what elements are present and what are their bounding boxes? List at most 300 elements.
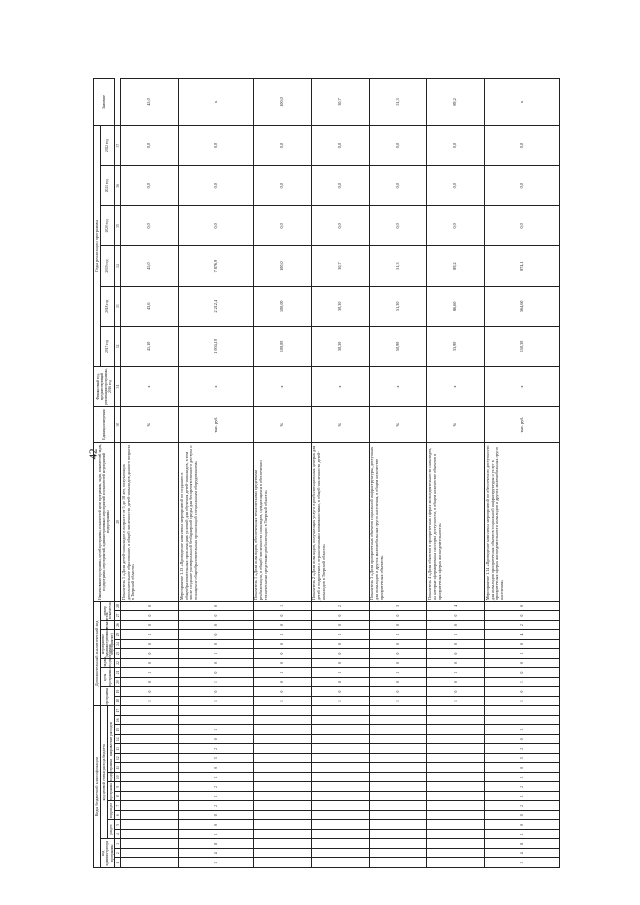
code-cell bbox=[121, 706, 179, 716]
add-col-indicator-number: номер показателя bbox=[100, 601, 114, 620]
code-cell: 1 bbox=[485, 792, 560, 802]
code-cell: 1 bbox=[121, 630, 179, 640]
base-year-cell: х bbox=[121, 366, 179, 406]
code-cell: 0 bbox=[179, 811, 254, 821]
code-cell bbox=[427, 839, 485, 849]
code-cell bbox=[311, 706, 369, 716]
code-cell bbox=[311, 716, 369, 726]
column-number: 15 bbox=[115, 725, 121, 735]
additional-code-header: Дополнительный аналитический код bbox=[94, 601, 101, 706]
code-cell bbox=[427, 801, 485, 811]
base-year-cell: х bbox=[427, 366, 485, 406]
code-cell: 0 bbox=[179, 601, 254, 611]
code-cell: 0 bbox=[179, 735, 254, 745]
year-value: 0,0 bbox=[369, 206, 427, 246]
code-cell bbox=[369, 839, 427, 849]
code-cell bbox=[427, 716, 485, 726]
column-number: 5 bbox=[115, 820, 121, 830]
code-cell: 0 bbox=[485, 735, 560, 745]
column-number: 19 bbox=[115, 687, 121, 697]
code-cell: 8 bbox=[179, 839, 254, 849]
code-cell bbox=[485, 716, 560, 726]
year-value: 89,2 bbox=[427, 246, 485, 286]
year-value: 0,0 bbox=[427, 125, 485, 165]
code-cell: 1 bbox=[369, 668, 427, 678]
code-cell: 0 bbox=[121, 639, 179, 649]
code-cell bbox=[369, 792, 427, 802]
code-cell bbox=[311, 754, 369, 764]
code-cell: 0 bbox=[311, 611, 369, 621]
code-cell: 1 bbox=[485, 696, 560, 706]
code-cell bbox=[369, 782, 427, 792]
year-2017: 2017 год bbox=[100, 326, 114, 366]
year-2018: 2018 год bbox=[100, 286, 114, 326]
code-cell bbox=[427, 792, 485, 802]
unit-cell: % bbox=[369, 407, 427, 443]
code-cell: 1 bbox=[485, 649, 560, 659]
code-cell: 2 bbox=[485, 782, 560, 792]
column-number: 4 bbox=[115, 830, 121, 840]
code-cell bbox=[253, 811, 311, 821]
year-value: 41,10 bbox=[121, 326, 179, 366]
code-cell: 3 bbox=[485, 754, 560, 764]
code-cell: 0 bbox=[179, 611, 254, 621]
year-value: 51,3 bbox=[369, 246, 427, 286]
code-cell: 1 bbox=[179, 677, 254, 687]
code-cell bbox=[427, 706, 485, 716]
code-cell bbox=[369, 725, 427, 735]
code-cell bbox=[121, 763, 179, 773]
year-value: 50,90 bbox=[369, 326, 427, 366]
unit-column-header: Единица измерения bbox=[94, 407, 115, 443]
year-value: 100,00 bbox=[253, 326, 311, 366]
code-cell: 0 bbox=[427, 677, 485, 687]
code-cell bbox=[253, 744, 311, 754]
code-cell: 0 bbox=[485, 763, 560, 773]
year-value: 0,0 bbox=[179, 166, 254, 206]
code-cell bbox=[427, 744, 485, 754]
code-cell bbox=[369, 735, 427, 745]
code-cell bbox=[311, 830, 369, 840]
code-cell: 1 bbox=[179, 773, 254, 783]
code-cell: 4 bbox=[427, 601, 485, 611]
column-number: 2 bbox=[115, 849, 121, 859]
code-cell: 0 bbox=[179, 639, 254, 649]
final-value: х bbox=[179, 79, 254, 126]
code-cell bbox=[121, 830, 179, 840]
code-cell: 1 bbox=[253, 696, 311, 706]
column-number: 6 bbox=[115, 811, 121, 821]
code-cell bbox=[427, 735, 485, 745]
column-number: 23 bbox=[115, 649, 121, 659]
code-cell bbox=[253, 820, 311, 830]
code-cell: 0 bbox=[179, 658, 254, 668]
code-cell bbox=[369, 716, 427, 726]
code-cell bbox=[179, 706, 254, 716]
code-cell: 1 bbox=[121, 696, 179, 706]
code-cell: 0 bbox=[179, 668, 254, 678]
table-row bbox=[253, 79, 311, 868]
final-value: 45,0 bbox=[121, 79, 179, 126]
year-2022: 2022 год bbox=[100, 125, 114, 165]
code-cell bbox=[121, 858, 179, 868]
code-cell bbox=[369, 820, 427, 830]
code-cell: 0 bbox=[121, 687, 179, 697]
column-number: 37 bbox=[115, 125, 121, 165]
code-cell: 4 bbox=[485, 630, 560, 640]
year-value: 150,30 bbox=[485, 326, 560, 366]
item-name: Показатель 1 «Доля инвалидов, обеспеченных техническими средствами реабилитации, в общей численности инвалидов, нуждающихся в обеспечении техническими средствами реабилитации в Тверской области» bbox=[253, 443, 311, 602]
code-cell: 0 bbox=[485, 658, 560, 668]
item-name: Мероприятие 1.14 «Проведение комплекса мероприятий по обеспечению доступности для инвалидов приоритетных объектов социальной инфраструктуры и услуг в приоритетных сферах жизнедеятельности инвалидов и других маломобильных групп населения» bbox=[485, 443, 560, 602]
column-number: 7 bbox=[115, 801, 121, 811]
year-value: 30,7 bbox=[311, 246, 369, 286]
year-value: 0,0 bbox=[121, 125, 179, 165]
code-cell bbox=[427, 830, 485, 840]
code-cell: 0 bbox=[369, 687, 427, 697]
code-cell bbox=[253, 716, 311, 726]
code-cell: 0 bbox=[311, 649, 369, 659]
base-year-cell: х bbox=[369, 366, 427, 406]
base-year-cell: х bbox=[311, 366, 369, 406]
year-value: 0,0 bbox=[485, 206, 560, 246]
code-cell bbox=[369, 849, 427, 859]
final-value: 30,7 bbox=[311, 79, 369, 126]
code-cell: 2 bbox=[179, 782, 254, 792]
code-cell bbox=[369, 811, 427, 821]
year-value: 0,0 bbox=[253, 125, 311, 165]
column-number: 33 bbox=[115, 286, 121, 326]
year-value: 0,0 bbox=[311, 125, 369, 165]
table-row bbox=[121, 79, 179, 868]
column-number: 11 bbox=[115, 763, 121, 773]
code-cell: 1 bbox=[179, 696, 254, 706]
item-name: Показатель 1 «Доля детей-инвалидов в возрасте от 5 до 18 лет, получающих дополнительное образование, в общей численности детей-инвалидов данного возраста в Тверской области» bbox=[121, 443, 179, 602]
code-cell bbox=[427, 754, 485, 764]
code-cell bbox=[253, 782, 311, 792]
code-cell bbox=[311, 735, 369, 745]
code-cell: 1 bbox=[179, 725, 254, 735]
column-number: 29 bbox=[115, 443, 121, 602]
code-cell bbox=[311, 811, 369, 821]
code-cell: 0 bbox=[427, 687, 485, 697]
code-cell bbox=[427, 782, 485, 792]
code-cell: 1 bbox=[427, 696, 485, 706]
code-cell bbox=[427, 725, 485, 735]
year-value: 30,30 bbox=[311, 286, 369, 326]
code-cell bbox=[311, 801, 369, 811]
code-cell: 8 bbox=[485, 839, 560, 849]
code-cell: 0 bbox=[121, 611, 179, 621]
code-cell bbox=[311, 839, 369, 849]
column-number: 27 bbox=[115, 611, 121, 621]
year-value: 51,30 bbox=[369, 286, 427, 326]
code-cell: 0 bbox=[485, 687, 560, 697]
item-name: Показатель 4 «Доля объектов в приоритетных сферах жизнедеятельности инвалидов, на которые сформированы паспорта доступности, в общем количестве объектов в приоритетных сферах жизнедеятельности» bbox=[427, 443, 485, 602]
add-col-event: мероприятие (административное мероприятие) bbox=[101, 627, 114, 658]
code-cell: 1 bbox=[253, 601, 311, 611]
code-cell: 1 bbox=[311, 696, 369, 706]
final-value: 89,2 bbox=[427, 79, 485, 126]
code-cell: 0 bbox=[485, 601, 560, 611]
year-value: 0,0 bbox=[427, 166, 485, 206]
code-cell bbox=[369, 706, 427, 716]
code-cell: 0 bbox=[121, 649, 179, 659]
code-cell bbox=[311, 792, 369, 802]
unit-cell: % bbox=[311, 407, 369, 443]
code-cell bbox=[121, 725, 179, 735]
code-cell bbox=[121, 782, 179, 792]
code-cell: 0 bbox=[253, 620, 311, 630]
column-number: 30 bbox=[115, 407, 121, 443]
unit-cell: % bbox=[121, 407, 179, 443]
code-cell bbox=[311, 782, 369, 792]
code-cell bbox=[253, 801, 311, 811]
final-value-header: Значение bbox=[94, 79, 115, 126]
year-value: 0,0 bbox=[121, 166, 179, 206]
code-cell bbox=[311, 763, 369, 773]
code-cell bbox=[427, 858, 485, 868]
column-number: 17 bbox=[115, 706, 121, 716]
year-value: 100,0 bbox=[253, 246, 311, 286]
code-cell: 2 bbox=[485, 801, 560, 811]
code-cell: 1 bbox=[253, 630, 311, 640]
code-cell bbox=[253, 763, 311, 773]
code-cell bbox=[427, 820, 485, 830]
code-cell: 0 bbox=[253, 649, 311, 659]
code-cell bbox=[253, 706, 311, 716]
code-cell: 0 bbox=[121, 620, 179, 630]
year-value: 86,60 bbox=[427, 286, 485, 326]
column-number: 3 bbox=[115, 839, 121, 849]
admin-code-header: код администратора программы bbox=[101, 840, 114, 866]
code-cell: 0 bbox=[179, 820, 254, 830]
code-cell: 0 bbox=[427, 639, 485, 649]
code-cell: 0 bbox=[485, 811, 560, 821]
code-cell: 3 bbox=[179, 754, 254, 764]
year-value: 33,90 bbox=[427, 326, 485, 366]
code-cell bbox=[311, 773, 369, 783]
code-cell: 0 bbox=[485, 820, 560, 830]
code-cell bbox=[253, 773, 311, 783]
code-cell: 0 bbox=[311, 658, 369, 668]
column-number: 20 bbox=[115, 677, 121, 687]
column-number: 31 bbox=[115, 366, 121, 406]
code-cell bbox=[253, 754, 311, 764]
year-value: 0,0 bbox=[121, 206, 179, 246]
table-row bbox=[311, 79, 369, 868]
code-cell: 0 bbox=[369, 677, 427, 687]
code-cell bbox=[121, 820, 179, 830]
code-cell bbox=[311, 858, 369, 868]
code-cell: 1 bbox=[427, 630, 485, 640]
column-number: 9 bbox=[115, 782, 121, 792]
final-value: 51,3 bbox=[369, 79, 427, 126]
code-cell: 1 bbox=[369, 630, 427, 640]
year-value: 0,0 bbox=[179, 206, 254, 246]
code-cell: 0 bbox=[369, 658, 427, 668]
code-cell bbox=[311, 725, 369, 735]
code-cell bbox=[121, 716, 179, 726]
year-value: 0,0 bbox=[311, 166, 369, 206]
year-value: 0,0 bbox=[485, 125, 560, 165]
code-cell: 0 bbox=[253, 677, 311, 687]
code-cell bbox=[369, 858, 427, 868]
year-value: 0,0 bbox=[369, 166, 427, 206]
column-number: 25 bbox=[115, 630, 121, 640]
code-cell bbox=[179, 716, 254, 726]
year-value: 564,60 bbox=[485, 286, 560, 326]
column-number: 34 bbox=[115, 246, 121, 286]
code-cell: 2 bbox=[179, 801, 254, 811]
column-number: 13 bbox=[115, 744, 121, 754]
year-value: 1 004,10 bbox=[179, 326, 254, 366]
code-cell bbox=[253, 849, 311, 859]
code-cell: 0 bbox=[121, 658, 179, 668]
item-name: Показатель 2 «Доля инвалидов, получающих услуги в реабилитационных центрах для детей и подростков с ограниченными возможностями, в общей численности детей-инвалидов в Тверской области» bbox=[311, 443, 369, 602]
code-cell bbox=[369, 830, 427, 840]
code-cell bbox=[427, 849, 485, 859]
code-cell: 0 bbox=[121, 677, 179, 687]
code-cell bbox=[121, 849, 179, 859]
razdel-header: раздел bbox=[108, 820, 115, 839]
code-cell: 1 bbox=[179, 858, 254, 868]
code-cell bbox=[253, 858, 311, 868]
code-cell: 0 bbox=[311, 620, 369, 630]
program-table-wrapper bbox=[93, 78, 558, 868]
code-cell: 0 bbox=[121, 601, 179, 611]
code-cell: 0 bbox=[311, 687, 369, 697]
base-year-cell: х bbox=[253, 366, 311, 406]
year-value: 43,6 bbox=[121, 286, 179, 326]
code-cell bbox=[121, 801, 179, 811]
code-cell bbox=[121, 811, 179, 821]
subprogram-header: подпрограмма bbox=[109, 759, 114, 781]
table-row bbox=[485, 79, 560, 868]
year-value: 0,0 bbox=[427, 206, 485, 246]
year-value: 0,0 bbox=[485, 166, 560, 206]
year-value: 0,0 bbox=[369, 125, 427, 165]
code-cell: 1 bbox=[179, 649, 254, 659]
program-header: программа bbox=[109, 783, 114, 800]
column-number: 36 bbox=[115, 166, 121, 206]
code-cell: 0 bbox=[179, 687, 254, 697]
program-table bbox=[93, 78, 560, 868]
code-cell: 1 bbox=[311, 630, 369, 640]
code-cell bbox=[369, 754, 427, 764]
name-column-header: Наименование программы, целей программы, показателей цели программы, задач, показателей задач, подпрограмм, мероприятий, административных мероприятий и показателей мероприятий подпрограммы bbox=[94, 443, 115, 602]
code-cell: 4 bbox=[485, 849, 560, 859]
code-cell: 0 bbox=[179, 630, 254, 640]
year-2021: 2021 год bbox=[100, 166, 114, 206]
code-cell bbox=[427, 763, 485, 773]
column-number: 1 bbox=[115, 858, 121, 868]
column-number: 8 bbox=[115, 792, 121, 802]
code-cell: 0 bbox=[179, 620, 254, 630]
budget-codes-header: Коды бюджетной классификации bbox=[94, 706, 101, 868]
code-cell bbox=[253, 725, 311, 735]
code-cell: 2 bbox=[179, 744, 254, 754]
year-value: 0,0 bbox=[253, 166, 311, 206]
code-cell bbox=[121, 839, 179, 849]
code-cell: 1 bbox=[485, 677, 560, 687]
year-2020: 2020 год bbox=[100, 206, 114, 246]
code-cell: 0 bbox=[369, 611, 427, 621]
code-cell bbox=[121, 735, 179, 745]
code-cell: 0 bbox=[369, 620, 427, 630]
column-number: 22 bbox=[115, 658, 121, 668]
unit-cell: тыс. руб. bbox=[179, 407, 254, 443]
years-header: Годы реализации программы bbox=[94, 125, 101, 366]
column-number: 16 bbox=[115, 716, 121, 726]
code-cell bbox=[311, 849, 369, 859]
podrazdel-header: подраздел bbox=[109, 802, 114, 819]
code-cell: 0 bbox=[369, 639, 427, 649]
final-value: 100,0 bbox=[253, 79, 311, 126]
code-cell: 0 bbox=[253, 611, 311, 621]
item-name: Мероприятие 1.13 «Проведение комплекса мероприятий по созданию в общеобразовательных организациях условий для обучения детей-инвалидов, в том числе создание универсальной безбарьерной среды для беспрепятственного доступа и оснащение общеобразовательных организаций специальным оборудованием» bbox=[179, 443, 254, 602]
year-value: 0,0 bbox=[179, 125, 254, 165]
add-col-goal: цель программы bbox=[100, 668, 114, 687]
code-cell bbox=[369, 773, 427, 783]
unit-cell: % bbox=[427, 407, 485, 443]
column-number: 32 bbox=[115, 326, 121, 366]
column-number: 26 bbox=[115, 620, 121, 630]
code-cell bbox=[253, 735, 311, 745]
column-number: 14 bbox=[115, 735, 121, 745]
code-cell: 0 bbox=[427, 658, 485, 668]
code-cell: 0 bbox=[485, 668, 560, 678]
add-col-task: задача подпрограммы bbox=[100, 658, 114, 668]
code-cell: 0 bbox=[253, 639, 311, 649]
code-cell: 1 bbox=[485, 725, 560, 735]
code-cell: 0 bbox=[427, 611, 485, 621]
code-cell: 4 bbox=[179, 849, 254, 859]
code-cell bbox=[427, 811, 485, 821]
code-cell: 0 bbox=[253, 658, 311, 668]
add-col-indicator: показатель bbox=[100, 620, 114, 630]
code-cell: 1 bbox=[485, 858, 560, 868]
code-cell: 0 bbox=[427, 649, 485, 659]
add-col-program: программа bbox=[100, 687, 114, 706]
code-cell: 1 bbox=[485, 830, 560, 840]
code-cell bbox=[253, 830, 311, 840]
unit-cell: тыс. руб. bbox=[485, 407, 560, 443]
code-cell: 0 bbox=[485, 611, 560, 621]
year-value: 0,0 bbox=[253, 206, 311, 246]
code-cell bbox=[311, 744, 369, 754]
code-cell: 1 bbox=[485, 773, 560, 783]
code-cell: 1 bbox=[179, 792, 254, 802]
code-cell: 2 bbox=[485, 744, 560, 754]
expense-code-header: код целевой статьи расхода бюджета bbox=[100, 706, 107, 839]
code-cell bbox=[369, 744, 427, 754]
column-number: 35 bbox=[115, 206, 121, 246]
code-cell: 1 bbox=[121, 668, 179, 678]
code-cell bbox=[253, 792, 311, 802]
code-cell: 0 bbox=[311, 639, 369, 649]
code-cell: 2 bbox=[311, 601, 369, 611]
base-year-cell: х bbox=[485, 366, 560, 406]
item-name: Показатель 3 «Доля приоритетных объектов социальной инфраструктуры, доступных для инвалидов и других маломобильных групп населения, в общем количестве приоритетных объектов» bbox=[369, 443, 427, 602]
year-value: 7 876,9 bbox=[179, 246, 254, 286]
code-cell: 1 bbox=[311, 668, 369, 678]
column-number: 28 bbox=[115, 601, 121, 611]
code-cell: 3 bbox=[369, 601, 427, 611]
final-value: х bbox=[485, 79, 560, 126]
year-value: 100,00 bbox=[253, 286, 311, 326]
year-value: 45,0 bbox=[121, 246, 179, 286]
